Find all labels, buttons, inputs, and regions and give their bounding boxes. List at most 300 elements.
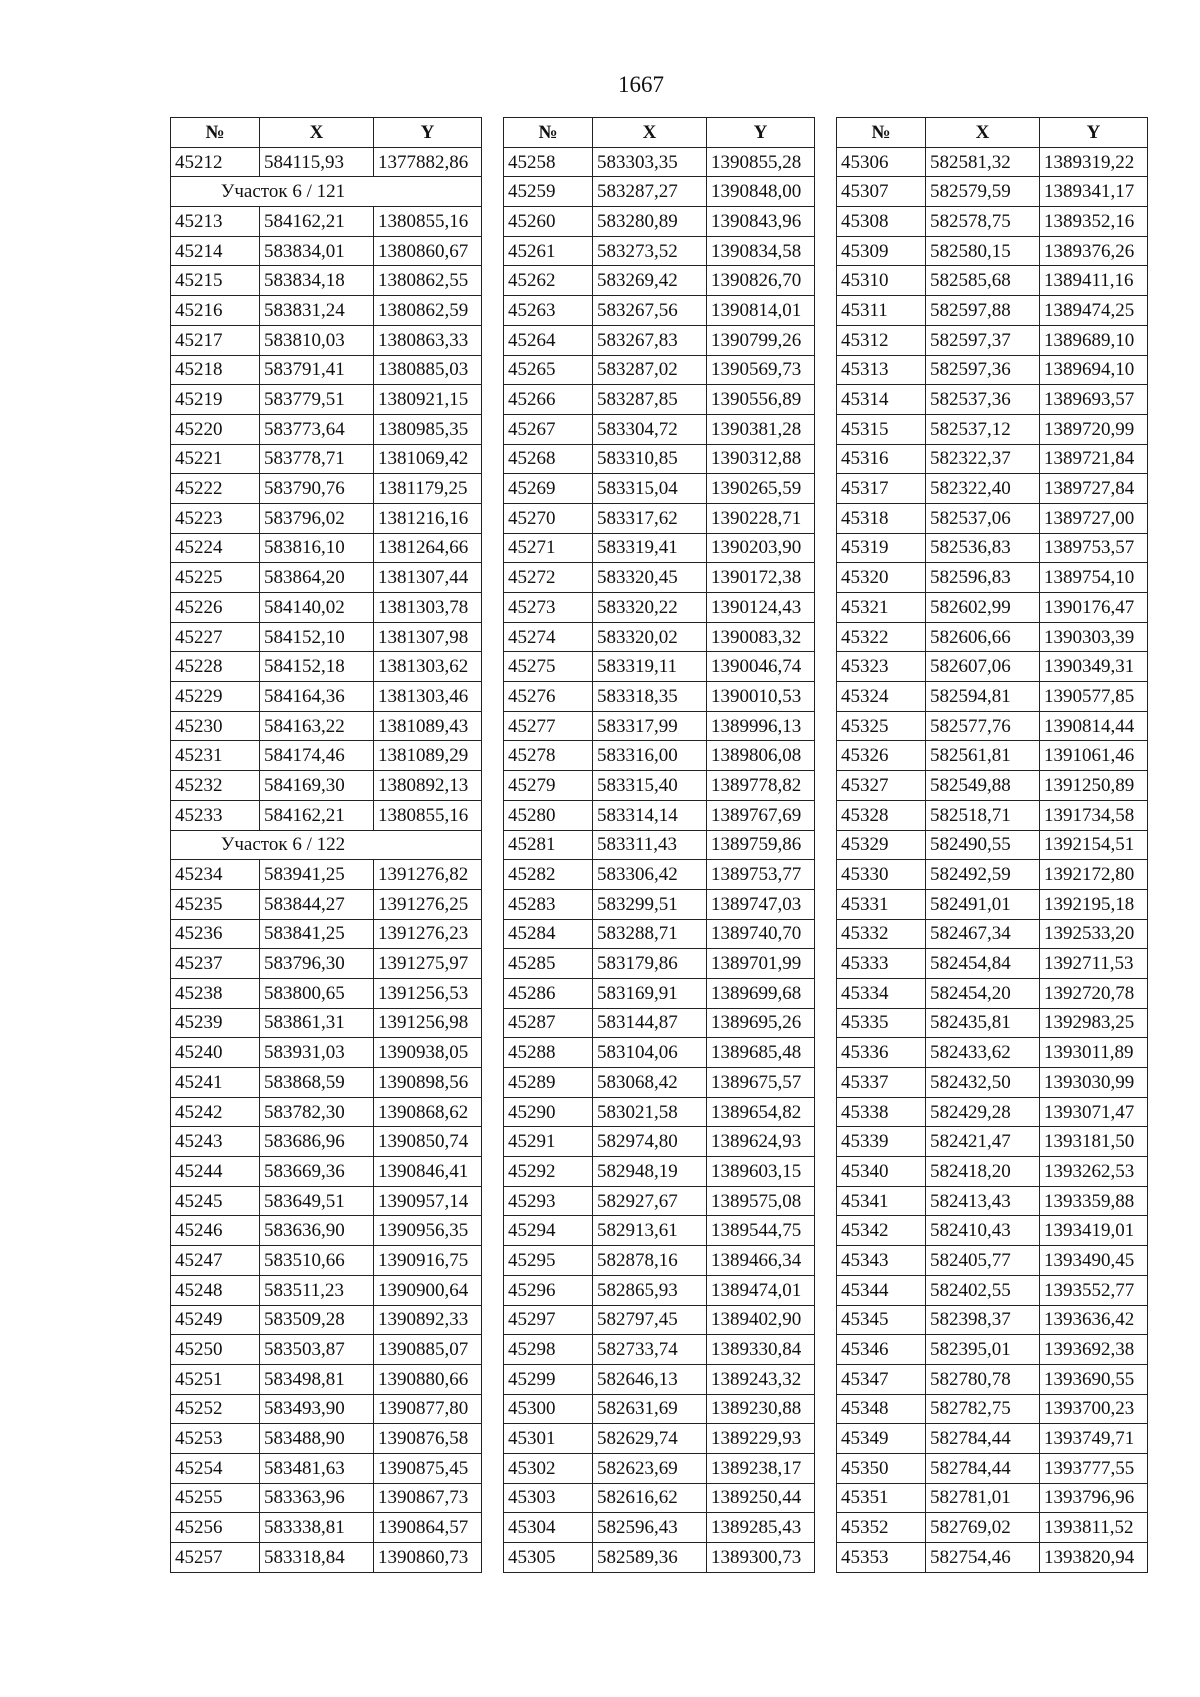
point-number: 45336 xyxy=(837,1038,926,1068)
y-coordinate: 1389603,15 xyxy=(707,1157,815,1187)
x-coordinate: 584115,93 xyxy=(260,147,374,177)
header-x: X xyxy=(260,118,374,148)
x-coordinate: 583267,56 xyxy=(593,296,707,326)
table-header-row xyxy=(504,118,815,148)
y-coordinate: 1390814,01 xyxy=(707,296,815,326)
point-number: 45306 xyxy=(837,147,926,177)
table-row xyxy=(504,1008,815,1038)
x-coordinate: 584152,18 xyxy=(260,652,374,682)
x-coordinate: 583834,18 xyxy=(260,266,374,296)
point-number: 45344 xyxy=(837,1275,926,1305)
point-number: 45281 xyxy=(504,830,593,860)
table-row xyxy=(504,1364,815,1394)
table-row xyxy=(171,236,482,266)
point-number: 45346 xyxy=(837,1335,926,1365)
table-row xyxy=(504,266,815,296)
y-coordinate: 1390885,07 xyxy=(374,1335,482,1365)
point-number: 45268 xyxy=(504,444,593,474)
point-number: 45329 xyxy=(837,830,926,860)
x-coordinate: 582597,88 xyxy=(926,296,1040,326)
table-row xyxy=(504,1424,815,1454)
x-coordinate: 583686,96 xyxy=(260,1127,374,1157)
table-row xyxy=(171,889,482,919)
section-cell xyxy=(171,177,482,207)
x-coordinate: 583314,14 xyxy=(593,800,707,830)
x-coordinate: 583320,02 xyxy=(593,622,707,652)
point-number: 45315 xyxy=(837,414,926,444)
table-row xyxy=(504,978,815,1008)
table-row xyxy=(171,771,482,801)
table-row xyxy=(171,1246,482,1276)
table-row xyxy=(171,1335,482,1365)
y-coordinate: 1390556,89 xyxy=(707,385,815,415)
x-coordinate: 583287,02 xyxy=(593,355,707,385)
y-coordinate: 1393749,71 xyxy=(1040,1424,1148,1454)
point-number: 45237 xyxy=(171,949,260,979)
table-row xyxy=(837,1038,1148,1068)
y-coordinate: 1381179,25 xyxy=(374,474,482,504)
x-coordinate: 583844,27 xyxy=(260,889,374,919)
x-coordinate: 583304,72 xyxy=(593,414,707,444)
point-number: 45251 xyxy=(171,1364,260,1394)
table-row xyxy=(171,1394,482,1424)
y-coordinate: 1389754,10 xyxy=(1040,563,1148,593)
x-coordinate: 583068,42 xyxy=(593,1068,707,1098)
x-coordinate: 582769,02 xyxy=(926,1513,1040,1543)
y-coordinate: 1389685,48 xyxy=(707,1038,815,1068)
table-row xyxy=(504,919,815,949)
point-number: 45352 xyxy=(837,1513,926,1543)
x-coordinate: 582518,71 xyxy=(926,800,1040,830)
y-coordinate: 1390877,80 xyxy=(374,1394,482,1424)
y-coordinate: 1390956,35 xyxy=(374,1216,482,1246)
x-coordinate: 582607,06 xyxy=(926,652,1040,682)
y-coordinate: 1389411,16 xyxy=(1040,266,1148,296)
x-coordinate: 583510,66 xyxy=(260,1246,374,1276)
x-coordinate: 583791,41 xyxy=(260,355,374,385)
section-title: Участок 6 / 121 xyxy=(220,181,346,203)
page-number: 1667 xyxy=(618,72,664,97)
y-coordinate: 1393811,52 xyxy=(1040,1513,1148,1543)
y-coordinate: 1393692,38 xyxy=(1040,1335,1148,1365)
table-row xyxy=(504,1246,815,1276)
y-coordinate: 1380862,59 xyxy=(374,296,482,326)
table-row xyxy=(837,682,1148,712)
point-number: 45333 xyxy=(837,949,926,979)
x-coordinate: 583941,25 xyxy=(260,860,374,890)
y-coordinate: 1389753,57 xyxy=(1040,533,1148,563)
table-row xyxy=(171,1068,482,1098)
x-coordinate: 582597,37 xyxy=(926,325,1040,355)
y-coordinate: 1390916,75 xyxy=(374,1246,482,1276)
point-number: 45270 xyxy=(504,503,593,533)
y-coordinate: 1390957,14 xyxy=(374,1186,482,1216)
x-coordinate: 584152,10 xyxy=(260,622,374,652)
point-number: 45277 xyxy=(504,711,593,741)
y-coordinate: 1381303,46 xyxy=(374,682,482,712)
y-coordinate: 1381089,43 xyxy=(374,711,482,741)
x-coordinate: 583269,42 xyxy=(593,266,707,296)
x-coordinate: 584140,02 xyxy=(260,593,374,623)
y-coordinate: 1389778,82 xyxy=(707,771,815,801)
table-row xyxy=(837,1068,1148,1098)
x-coordinate: 582492,59 xyxy=(926,860,1040,890)
x-coordinate: 582549,88 xyxy=(926,771,1040,801)
x-coordinate: 582754,46 xyxy=(926,1543,1040,1573)
y-coordinate: 1389699,68 xyxy=(707,978,815,1008)
table-row xyxy=(504,444,815,474)
point-number: 45317 xyxy=(837,474,926,504)
point-number: 45221 xyxy=(171,444,260,474)
point-number: 45308 xyxy=(837,207,926,237)
y-coordinate: 1381216,16 xyxy=(374,503,482,533)
y-coordinate: 1389759,86 xyxy=(707,830,815,860)
y-coordinate: 1393490,45 xyxy=(1040,1246,1148,1276)
y-coordinate: 1391275,97 xyxy=(374,949,482,979)
table-row xyxy=(171,919,482,949)
x-coordinate: 582429,28 xyxy=(926,1097,1040,1127)
table-row xyxy=(837,325,1148,355)
table-row xyxy=(837,1364,1148,1394)
x-coordinate: 583319,41 xyxy=(593,533,707,563)
table-row xyxy=(504,1394,815,1424)
point-number: 45275 xyxy=(504,652,593,682)
y-coordinate: 1392983,25 xyxy=(1040,1008,1148,1038)
table-row xyxy=(504,1097,815,1127)
y-coordinate: 1390855,28 xyxy=(707,147,815,177)
table-row xyxy=(504,1038,815,1068)
y-coordinate: 1389466,34 xyxy=(707,1246,815,1276)
point-number: 45212 xyxy=(171,147,260,177)
table-row xyxy=(171,1157,482,1187)
y-coordinate: 1389330,84 xyxy=(707,1335,815,1365)
point-number: 45231 xyxy=(171,741,260,771)
y-coordinate: 1380921,15 xyxy=(374,385,482,415)
point-number: 45309 xyxy=(837,236,926,266)
y-coordinate: 1389300,73 xyxy=(707,1543,815,1573)
point-number: 45324 xyxy=(837,682,926,712)
point-number: 45226 xyxy=(171,593,260,623)
x-coordinate: 583868,59 xyxy=(260,1068,374,1098)
table-row xyxy=(837,622,1148,652)
x-coordinate: 583273,52 xyxy=(593,236,707,266)
table-row xyxy=(837,474,1148,504)
y-coordinate: 1389721,84 xyxy=(1040,444,1148,474)
point-number: 45263 xyxy=(504,296,593,326)
y-coordinate: 1389720,99 xyxy=(1040,414,1148,444)
y-coordinate: 1390876,58 xyxy=(374,1424,482,1454)
x-coordinate: 582402,55 xyxy=(926,1275,1040,1305)
y-coordinate: 1380892,13 xyxy=(374,771,482,801)
x-coordinate: 583861,31 xyxy=(260,1008,374,1038)
y-coordinate: 1390826,70 xyxy=(707,266,815,296)
table-row xyxy=(837,177,1148,207)
y-coordinate: 1380855,16 xyxy=(374,207,482,237)
x-coordinate: 582616,62 xyxy=(593,1483,707,1513)
x-coordinate: 583315,04 xyxy=(593,474,707,504)
y-coordinate: 1389575,08 xyxy=(707,1186,815,1216)
x-coordinate: 583800,65 xyxy=(260,978,374,1008)
table-row xyxy=(837,1157,1148,1187)
x-coordinate: 582435,81 xyxy=(926,1008,1040,1038)
point-number: 45348 xyxy=(837,1394,926,1424)
y-coordinate: 1389727,00 xyxy=(1040,503,1148,533)
y-coordinate: 1381307,98 xyxy=(374,622,482,652)
x-coordinate: 582578,75 xyxy=(926,207,1040,237)
y-coordinate: 1380885,03 xyxy=(374,355,482,385)
x-coordinate: 582913,61 xyxy=(593,1216,707,1246)
table-row xyxy=(171,682,482,712)
y-coordinate: 1389474,01 xyxy=(707,1275,815,1305)
table-row xyxy=(171,1097,482,1127)
x-coordinate: 583841,25 xyxy=(260,919,374,949)
x-coordinate: 582467,34 xyxy=(926,919,1040,949)
point-number: 45245 xyxy=(171,1186,260,1216)
y-coordinate: 1391256,53 xyxy=(374,978,482,1008)
y-coordinate: 1390860,73 xyxy=(374,1543,482,1573)
y-coordinate: 1381303,78 xyxy=(374,593,482,623)
x-coordinate: 582596,83 xyxy=(926,563,1040,593)
table-row xyxy=(837,563,1148,593)
table-header-row xyxy=(837,118,1148,148)
table-row xyxy=(504,830,815,860)
point-number: 45248 xyxy=(171,1275,260,1305)
y-coordinate: 1381264,66 xyxy=(374,533,482,563)
point-number: 45282 xyxy=(504,860,593,890)
x-coordinate: 582405,77 xyxy=(926,1246,1040,1276)
table-row xyxy=(171,1127,482,1157)
table-row xyxy=(837,503,1148,533)
section-row xyxy=(171,830,482,860)
table-row xyxy=(837,1483,1148,1513)
table-row xyxy=(837,1305,1148,1335)
point-number: 45310 xyxy=(837,266,926,296)
point-number: 45351 xyxy=(837,1483,926,1513)
x-coordinate: 582490,55 xyxy=(926,830,1040,860)
table-row xyxy=(171,1453,482,1483)
coordinates-table-1 xyxy=(170,117,482,1573)
x-coordinate: 583320,45 xyxy=(593,563,707,593)
y-coordinate: 1381069,42 xyxy=(374,444,482,474)
table-row xyxy=(504,771,815,801)
point-number: 45262 xyxy=(504,266,593,296)
y-coordinate: 1381303,62 xyxy=(374,652,482,682)
point-number: 45243 xyxy=(171,1127,260,1157)
table-row xyxy=(837,652,1148,682)
table-row xyxy=(837,860,1148,890)
x-coordinate: 583310,85 xyxy=(593,444,707,474)
x-coordinate: 582606,66 xyxy=(926,622,1040,652)
x-coordinate: 583790,76 xyxy=(260,474,374,504)
table-row xyxy=(837,1127,1148,1157)
table-row xyxy=(837,741,1148,771)
y-coordinate: 1391256,98 xyxy=(374,1008,482,1038)
y-coordinate: 1390880,66 xyxy=(374,1364,482,1394)
point-number: 45335 xyxy=(837,1008,926,1038)
x-coordinate: 582780,78 xyxy=(926,1364,1040,1394)
x-coordinate: 582646,13 xyxy=(593,1364,707,1394)
x-coordinate: 583311,43 xyxy=(593,830,707,860)
point-number: 45260 xyxy=(504,207,593,237)
coordinates-table-2 xyxy=(503,117,815,1573)
point-number: 45219 xyxy=(171,385,260,415)
point-number: 45321 xyxy=(837,593,926,623)
table-row xyxy=(171,563,482,593)
x-coordinate: 583267,83 xyxy=(593,325,707,355)
table-row xyxy=(504,474,815,504)
y-coordinate: 1389250,44 xyxy=(707,1483,815,1513)
y-coordinate: 1393796,96 xyxy=(1040,1483,1148,1513)
point-number: 45320 xyxy=(837,563,926,593)
table-row xyxy=(837,1216,1148,1246)
point-number: 45271 xyxy=(504,533,593,563)
point-number: 45302 xyxy=(504,1453,593,1483)
x-coordinate: 583782,30 xyxy=(260,1097,374,1127)
point-number: 45283 xyxy=(504,889,593,919)
point-number: 45297 xyxy=(504,1305,593,1335)
table-row xyxy=(837,919,1148,949)
y-coordinate: 1391061,46 xyxy=(1040,741,1148,771)
y-coordinate: 1390814,44 xyxy=(1040,711,1148,741)
point-number: 45331 xyxy=(837,889,926,919)
table-row xyxy=(504,177,815,207)
x-coordinate: 584169,30 xyxy=(260,771,374,801)
point-number: 45318 xyxy=(837,503,926,533)
table-row xyxy=(171,1513,482,1543)
x-coordinate: 583796,02 xyxy=(260,503,374,533)
x-coordinate: 583636,90 xyxy=(260,1216,374,1246)
point-number: 45273 xyxy=(504,593,593,623)
point-number: 45350 xyxy=(837,1453,926,1483)
table-row xyxy=(837,1097,1148,1127)
point-number: 45256 xyxy=(171,1513,260,1543)
x-coordinate: 582784,44 xyxy=(926,1453,1040,1483)
y-coordinate: 1389701,99 xyxy=(707,949,815,979)
y-coordinate: 1389996,13 xyxy=(707,711,815,741)
x-coordinate: 582536,83 xyxy=(926,533,1040,563)
table-row xyxy=(504,503,815,533)
x-coordinate: 584174,46 xyxy=(260,741,374,771)
point-number: 45328 xyxy=(837,800,926,830)
y-coordinate: 1390303,39 xyxy=(1040,622,1148,652)
table-row xyxy=(504,741,815,771)
point-number: 45274 xyxy=(504,622,593,652)
point-number: 45312 xyxy=(837,325,926,355)
table-row xyxy=(171,207,482,237)
y-coordinate: 1393419,01 xyxy=(1040,1216,1148,1246)
table-row xyxy=(837,978,1148,1008)
table-row xyxy=(837,771,1148,801)
y-coordinate: 1393777,55 xyxy=(1040,1453,1148,1483)
y-coordinate: 1393359,88 xyxy=(1040,1186,1148,1216)
x-coordinate: 583778,71 xyxy=(260,444,374,474)
table-row xyxy=(171,860,482,890)
x-coordinate: 583315,40 xyxy=(593,771,707,801)
table-row xyxy=(504,385,815,415)
y-coordinate: 1393030,99 xyxy=(1040,1068,1148,1098)
point-number: 45319 xyxy=(837,533,926,563)
point-number: 45215 xyxy=(171,266,260,296)
header-y: Y xyxy=(374,118,482,148)
point-number: 45291 xyxy=(504,1127,593,1157)
y-coordinate: 1390799,26 xyxy=(707,325,815,355)
table-header-row xyxy=(171,118,482,148)
point-number: 45287 xyxy=(504,1008,593,1038)
y-coordinate: 1389695,26 xyxy=(707,1008,815,1038)
x-coordinate: 582629,74 xyxy=(593,1424,707,1454)
x-coordinate: 583649,51 xyxy=(260,1186,374,1216)
point-number: 45300 xyxy=(504,1394,593,1424)
table-row xyxy=(504,800,815,830)
point-number: 45214 xyxy=(171,236,260,266)
y-coordinate: 1390900,64 xyxy=(374,1275,482,1305)
x-coordinate: 583509,28 xyxy=(260,1305,374,1335)
point-number: 45330 xyxy=(837,860,926,890)
y-coordinate: 1389675,57 xyxy=(707,1068,815,1098)
table-row xyxy=(837,1453,1148,1483)
y-coordinate: 1389747,03 xyxy=(707,889,815,919)
table-row xyxy=(837,1335,1148,1365)
x-coordinate: 582597,36 xyxy=(926,355,1040,385)
point-number: 45217 xyxy=(171,325,260,355)
point-number: 45340 xyxy=(837,1157,926,1187)
x-coordinate: 583316,00 xyxy=(593,741,707,771)
table-row xyxy=(504,1483,815,1513)
table-row xyxy=(837,711,1148,741)
x-coordinate: 582577,76 xyxy=(926,711,1040,741)
y-coordinate: 1390203,90 xyxy=(707,533,815,563)
y-coordinate: 1390875,45 xyxy=(374,1453,482,1483)
x-coordinate: 582580,15 xyxy=(926,236,1040,266)
point-number: 45242 xyxy=(171,1097,260,1127)
x-coordinate: 583488,90 xyxy=(260,1424,374,1454)
y-coordinate: 1390172,38 xyxy=(707,563,815,593)
point-number: 45266 xyxy=(504,385,593,415)
table-row xyxy=(504,296,815,326)
x-coordinate: 582537,12 xyxy=(926,414,1040,444)
y-coordinate: 1390868,62 xyxy=(374,1097,482,1127)
point-number: 45276 xyxy=(504,682,593,712)
y-coordinate: 1390124,43 xyxy=(707,593,815,623)
point-number: 45252 xyxy=(171,1394,260,1424)
x-coordinate: 583318,35 xyxy=(593,682,707,712)
point-number: 45218 xyxy=(171,355,260,385)
y-coordinate: 1380860,67 xyxy=(374,236,482,266)
x-coordinate: 583169,91 xyxy=(593,978,707,1008)
x-coordinate: 584162,21 xyxy=(260,800,374,830)
point-number: 45269 xyxy=(504,474,593,504)
x-coordinate: 583931,03 xyxy=(260,1038,374,1068)
y-coordinate: 1389689,10 xyxy=(1040,325,1148,355)
table-row xyxy=(837,1008,1148,1038)
table-row xyxy=(171,1424,482,1454)
y-coordinate: 1380863,33 xyxy=(374,325,482,355)
y-coordinate: 1390938,05 xyxy=(374,1038,482,1068)
table-row xyxy=(504,207,815,237)
point-number: 45244 xyxy=(171,1157,260,1187)
y-coordinate: 1393820,94 xyxy=(1040,1543,1148,1573)
y-coordinate: 1391276,23 xyxy=(374,919,482,949)
table-row xyxy=(837,830,1148,860)
point-number: 45228 xyxy=(171,652,260,682)
table-row xyxy=(171,949,482,979)
table-row xyxy=(837,207,1148,237)
x-coordinate: 583317,99 xyxy=(593,711,707,741)
y-coordinate: 1391734,58 xyxy=(1040,800,1148,830)
y-coordinate: 1392533,20 xyxy=(1040,919,1148,949)
point-number: 45246 xyxy=(171,1216,260,1246)
table-row xyxy=(837,1424,1148,1454)
